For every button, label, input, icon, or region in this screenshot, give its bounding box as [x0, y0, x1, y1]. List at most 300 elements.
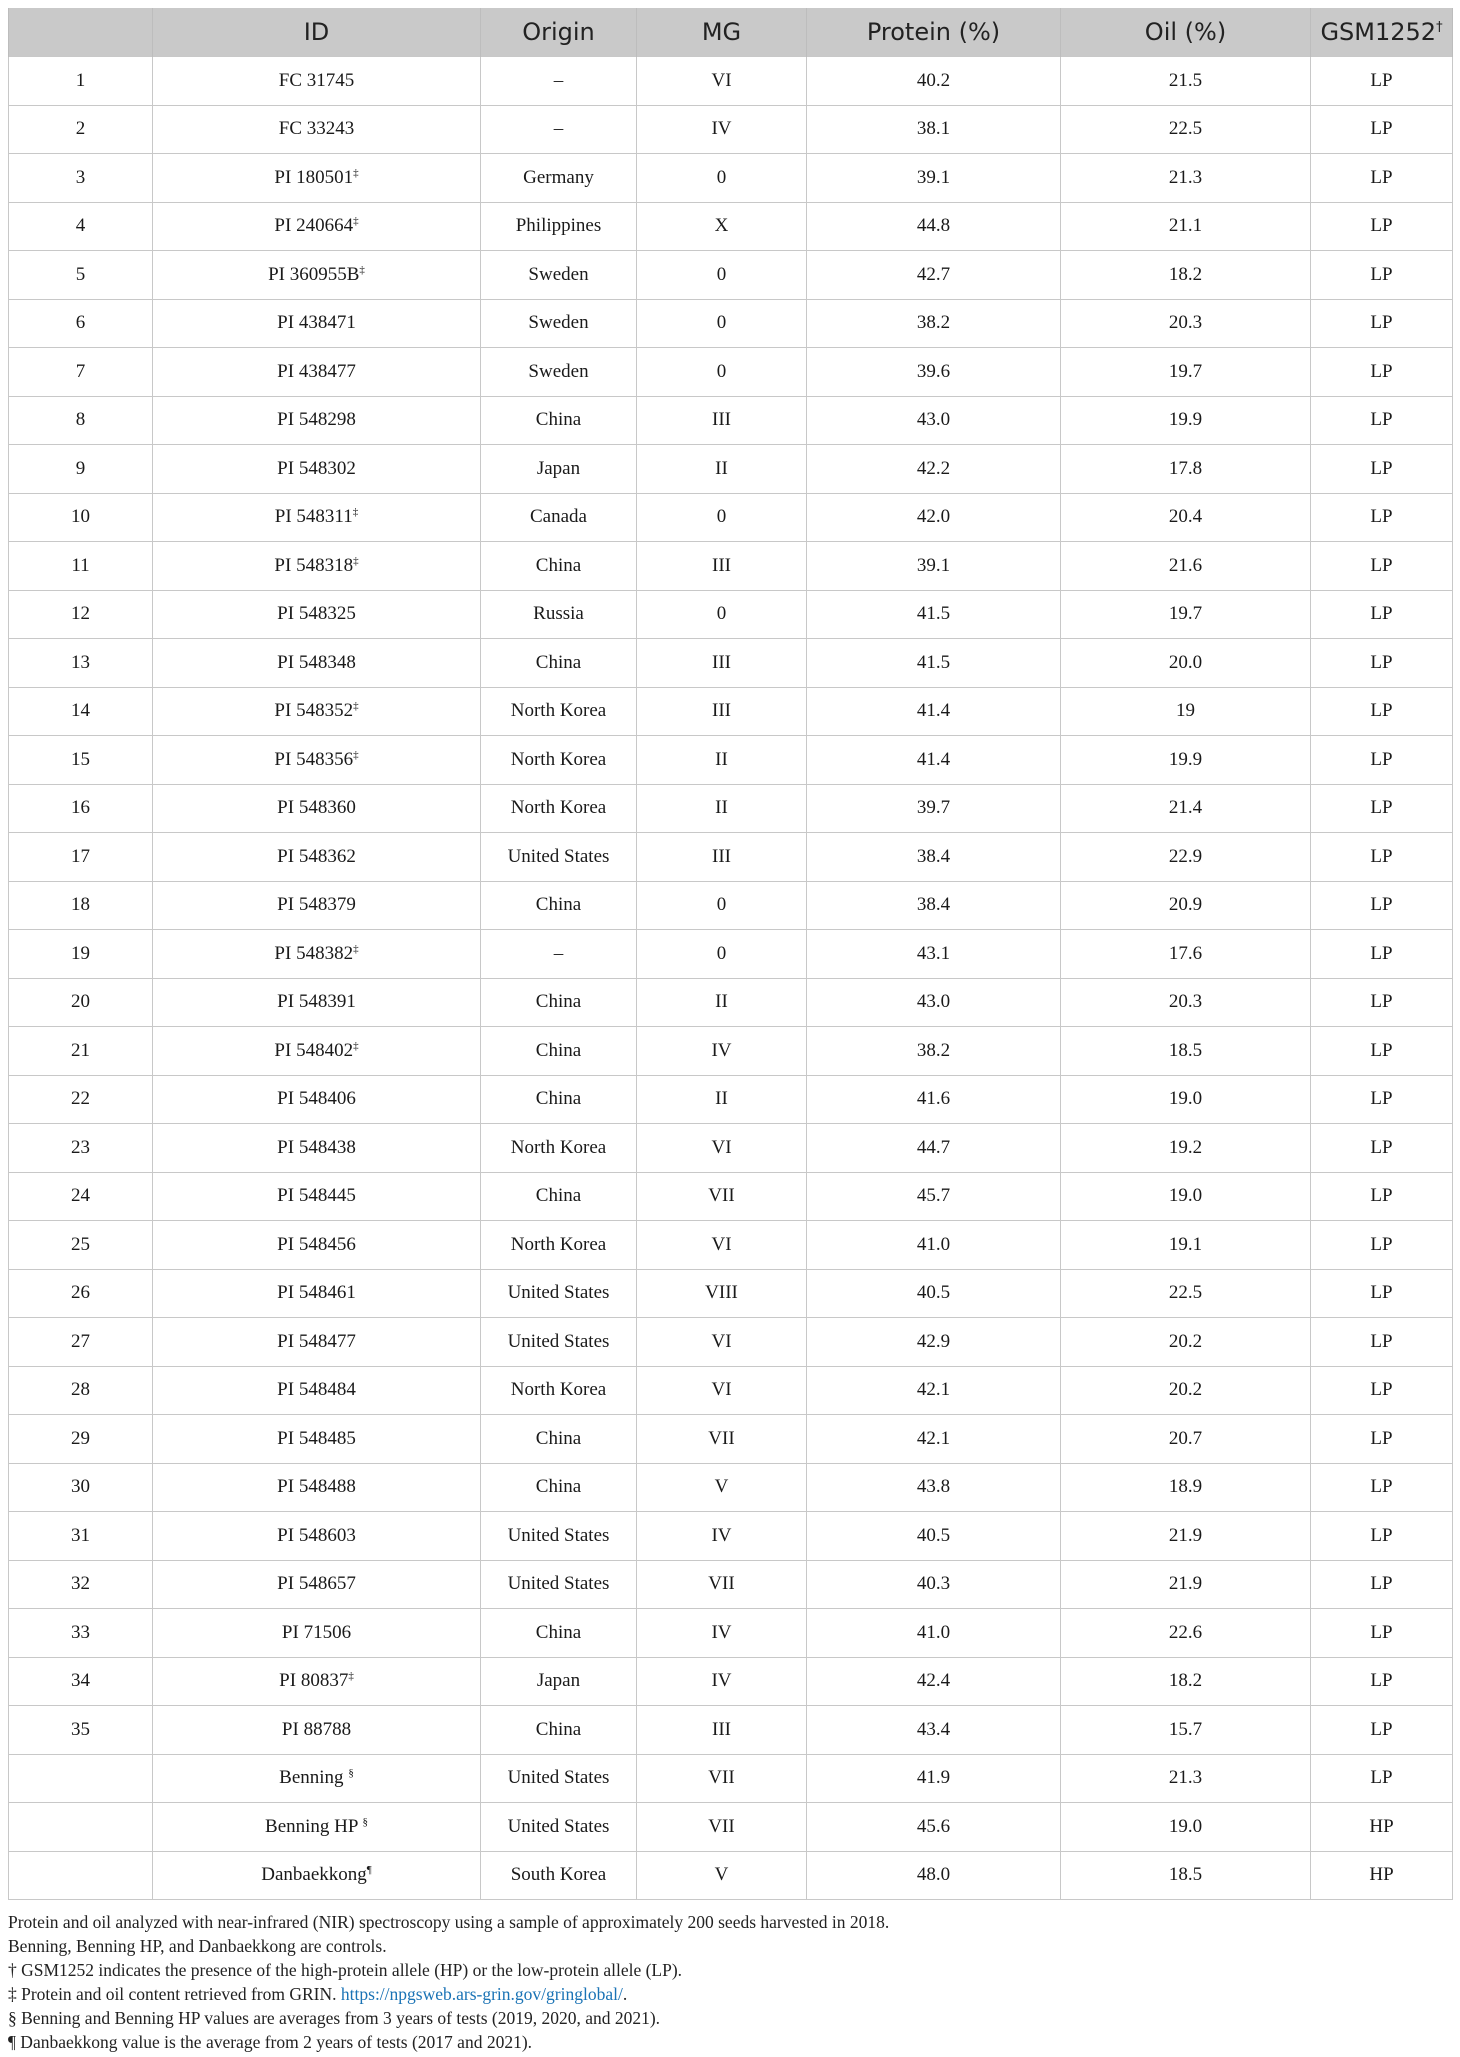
- footnote-mark: ‡: [353, 215, 359, 228]
- gsm1252-cell: [1311, 736, 1453, 785]
- mg-cell-text: 0: [716, 263, 727, 285]
- protein-cell: [807, 930, 1061, 979]
- origin-cell: [481, 493, 637, 542]
- gsm1252-cell: [1311, 1075, 1453, 1124]
- protein-cell: [807, 1221, 1061, 1270]
- accession-id-text: PI 548445: [277, 1185, 356, 1207]
- gsm1252-cell: [1311, 784, 1453, 833]
- protein-cell: [807, 1706, 1061, 1755]
- gsm1252-cell-text: LP: [1370, 1427, 1393, 1449]
- oil-cell: [1061, 784, 1311, 833]
- accession-id: [153, 1269, 481, 1318]
- gsm1252-cell: [1311, 639, 1453, 688]
- footnote-mark: ‡: [359, 263, 365, 276]
- footnote-pilcrow: ¶ Danbaekkong value is the average from 2 years of tests (2017 and 2021).: [8, 2032, 533, 2052]
- origin-cell-text: United States: [507, 1815, 610, 1837]
- row-index-text: 19: [71, 942, 90, 964]
- protein-cell: [807, 1027, 1061, 1076]
- mg-cell-text: IV: [711, 1621, 732, 1643]
- row-index: [9, 978, 153, 1027]
- row-index-text: 25: [71, 1233, 90, 1255]
- accession-id-text: PI 548318: [274, 554, 354, 576]
- origin-cell: [481, 1366, 637, 1415]
- protein-cell-text: 42.9: [916, 1330, 951, 1352]
- row-index: [9, 736, 153, 785]
- protein-cell-text: 40.2: [916, 69, 951, 91]
- oil-cell-text: 18.2: [1168, 263, 1203, 285]
- mg-cell: [637, 445, 807, 494]
- accession-id-text: PI 438477: [277, 360, 356, 382]
- origin-cell: [481, 396, 637, 445]
- table-row: [9, 1172, 1453, 1221]
- mg-cell: [637, 1512, 807, 1561]
- mg-cell: [637, 202, 807, 251]
- protein-cell-text: 43.0: [916, 991, 951, 1013]
- protein-cell: [807, 1269, 1061, 1318]
- oil-cell: [1061, 833, 1311, 882]
- protein-cell: [807, 445, 1061, 494]
- row-index-text: 10: [71, 506, 90, 528]
- footnote-section: § Benning and Benning HP values are averages from 3 years of tests (2019, 2020, and 2021).: [8, 2008, 661, 2028]
- accession-id: [153, 202, 481, 251]
- row-index-text: 7: [75, 360, 86, 382]
- accession-id: [153, 105, 481, 154]
- mg-cell: [637, 154, 807, 203]
- gsm1252-cell: [1311, 1124, 1453, 1173]
- footnote-mark: ‡: [353, 166, 359, 179]
- protein-cell: [807, 202, 1061, 251]
- grin-link[interactable]: https://npgsweb.ars-grin.gov/gringlobal/: [340, 1984, 623, 2004]
- oil-cell: [1061, 1075, 1311, 1124]
- origin-cell-text: China: [535, 991, 582, 1013]
- row-index-text: 5: [75, 263, 86, 285]
- accession-id: [153, 881, 481, 930]
- gsm1252-cell-text: LP: [1370, 1185, 1393, 1207]
- row-index-text: 21: [71, 1039, 90, 1061]
- origin-cell: [481, 736, 637, 785]
- row-index: [9, 445, 153, 494]
- accession-id-text: PI 548456: [277, 1233, 356, 1255]
- mg-cell: [637, 1560, 807, 1609]
- protein-cell-text: 41.0: [916, 1233, 951, 1255]
- table-row: [9, 1221, 1453, 1270]
- oil-cell: [1061, 687, 1311, 736]
- oil-cell-text: 19.0: [1168, 1185, 1203, 1207]
- row-index: [9, 881, 153, 930]
- gsm1252-cell-text: LP: [1370, 1718, 1393, 1740]
- accession-id: [153, 1754, 481, 1803]
- mg-cell: [637, 396, 807, 445]
- gsm1252-cell: [1311, 1463, 1453, 1512]
- mg-cell-text: VII: [708, 1427, 735, 1449]
- oil-cell-text: 19: [1176, 700, 1195, 722]
- mg-cell: [637, 784, 807, 833]
- protein-cell-text: 40.3: [916, 1573, 951, 1595]
- origin-cell-text: Philippines: [515, 215, 602, 237]
- origin-cell-text: China: [535, 1621, 582, 1643]
- mg-cell-text: 0: [716, 942, 727, 964]
- protein-cell-text: 44.8: [916, 215, 951, 237]
- gsm1252-cell: [1311, 1657, 1453, 1706]
- origin-cell: [481, 1706, 637, 1755]
- oil-cell: [1061, 396, 1311, 445]
- accession-id-text: PI 548360: [277, 797, 356, 819]
- table-row: [9, 348, 1453, 397]
- origin-cell-text: Russia: [533, 603, 584, 625]
- mg-cell: [637, 542, 807, 591]
- row-index-text: 4: [75, 215, 86, 237]
- gsm1252-cell: [1311, 299, 1453, 348]
- gsm1252-cell: [1311, 833, 1453, 882]
- row-index: [9, 1415, 153, 1464]
- footnote-dagger: † GSM1252 indicates the presence of the high-protein allele (HP) or the low-protein allele (LP).: [8, 1960, 683, 1980]
- footnote-mark: ‡: [353, 700, 359, 713]
- oil-cell: [1061, 348, 1311, 397]
- gsm1252-cell-text: LP: [1370, 554, 1393, 576]
- oil-cell: [1061, 978, 1311, 1027]
- row-index-text: 13: [71, 651, 90, 673]
- origin-cell: [481, 881, 637, 930]
- oil-cell-text: 21.5: [1168, 69, 1203, 91]
- protein-cell-text: 39.1: [916, 554, 951, 576]
- gsm1252-cell-text: LP: [1370, 1524, 1393, 1546]
- table-row: [9, 1463, 1453, 1512]
- origin-cell-text: Germany: [523, 166, 594, 188]
- oil-cell-text: 19.0: [1168, 1088, 1203, 1110]
- gsm1252-cell-text: LP: [1370, 603, 1393, 625]
- oil-cell-text: 18.5: [1168, 1039, 1203, 1061]
- oil-cell-text: 21.4: [1168, 797, 1203, 819]
- mg-cell-text: VI: [711, 1233, 732, 1255]
- oil-cell: [1061, 251, 1311, 300]
- accession-id-text: Benning: [279, 1767, 349, 1789]
- mg-cell-text: IV: [711, 1524, 732, 1546]
- mg-cell-text: II: [715, 457, 728, 479]
- mg-cell: [637, 1754, 807, 1803]
- origin-cell: [481, 1512, 637, 1561]
- oil-cell: [1061, 542, 1311, 591]
- mg-cell: [637, 833, 807, 882]
- gsm1252-cell-text: LP: [1370, 700, 1393, 722]
- row-index: [9, 1754, 153, 1803]
- row-index: [9, 251, 153, 300]
- accession-id: [153, 154, 481, 203]
- origin-cell-text: United States: [507, 845, 610, 867]
- origin-cell-text: Japan: [536, 457, 581, 479]
- origin-cell-text: China: [535, 1718, 582, 1740]
- oil-cell-text: 18.5: [1168, 1864, 1203, 1886]
- mg-cell: [637, 493, 807, 542]
- protein-cell-text: 42.2: [916, 457, 951, 479]
- protein-cell-text: 39.6: [916, 360, 951, 382]
- origin-cell-text: –: [553, 69, 564, 91]
- table-row: [9, 978, 1453, 1027]
- row-index: [9, 1124, 153, 1173]
- gsm1252-cell-text: LP: [1370, 1573, 1393, 1595]
- protein-cell-text: 38.2: [916, 1039, 951, 1061]
- oil-cell: [1061, 1269, 1311, 1318]
- row-index: [9, 1366, 153, 1415]
- accession-id-text: PI 548311: [274, 506, 353, 528]
- row-index-text: 32: [71, 1573, 90, 1595]
- mg-cell-text: III: [712, 409, 731, 431]
- mg-cell-text: III: [712, 651, 731, 673]
- accession-id: [153, 57, 481, 106]
- gsm1252-cell: [1311, 251, 1453, 300]
- oil-cell-text: 22.6: [1168, 1621, 1203, 1643]
- row-index-text: 16: [71, 797, 90, 819]
- row-index-text: 28: [71, 1379, 90, 1401]
- protein-cell: [807, 1124, 1061, 1173]
- oil-cell: [1061, 1560, 1311, 1609]
- row-index-text: 2: [75, 118, 86, 140]
- footnote-grin-end: .: [622, 1984, 628, 2004]
- mg-cell: [637, 1706, 807, 1755]
- protein-cell-text: 41.5: [916, 603, 951, 625]
- protein-cell-text: 43.8: [916, 1476, 951, 1498]
- origin-cell: [481, 687, 637, 736]
- accession-id-text: PI 360955B: [268, 263, 360, 285]
- gsm1252-cell-text: LP: [1370, 894, 1393, 916]
- accession-id-text: PI 548379: [277, 894, 356, 916]
- table-row: [9, 1657, 1453, 1706]
- accession-id-text: PI 548356: [274, 748, 354, 770]
- oil-cell-text: 20.9: [1168, 894, 1203, 916]
- oil-cell-text: 21.6: [1168, 554, 1203, 576]
- table-row: [9, 202, 1453, 251]
- gsm1252-cell: [1311, 202, 1453, 251]
- row-index: [9, 1318, 153, 1367]
- oil-cell: [1061, 736, 1311, 785]
- protein-cell-text: 45.6: [916, 1815, 951, 1837]
- table-row: [9, 1318, 1453, 1367]
- protein-cell: [807, 105, 1061, 154]
- oil-cell: [1061, 1027, 1311, 1076]
- oil-cell: [1061, 1754, 1311, 1803]
- gsm1252-cell: [1311, 881, 1453, 930]
- origin-cell-text: China: [535, 409, 582, 431]
- mg-cell-text: VI: [711, 1136, 732, 1158]
- gsm1252-cell-text: LP: [1370, 748, 1393, 770]
- gsm1252-cell-text: LP: [1370, 1670, 1393, 1692]
- mg-cell: [637, 1124, 807, 1173]
- mg-cell: [637, 1366, 807, 1415]
- table-row: [9, 1269, 1453, 1318]
- protein-cell: [807, 1851, 1061, 1900]
- oil-cell: [1061, 1463, 1311, 1512]
- origin-cell-text: China: [535, 1476, 582, 1498]
- row-index-text: 35: [71, 1718, 90, 1740]
- oil-cell: [1061, 1124, 1311, 1173]
- gsm1252-cell-text: LP: [1370, 69, 1393, 91]
- mg-cell-text: III: [712, 700, 731, 722]
- protein-cell-text: 41.4: [916, 700, 951, 722]
- oil-cell-text: 21.1: [1168, 215, 1203, 237]
- row-index: [9, 493, 153, 542]
- row-index: [9, 299, 153, 348]
- oil-cell-text: 17.6: [1168, 942, 1203, 964]
- origin-cell: [481, 1269, 637, 1318]
- oil-cell-text: 15.7: [1168, 1718, 1203, 1740]
- header-gsm1252: [1311, 8, 1453, 57]
- gsm1252-cell-text: LP: [1370, 166, 1393, 188]
- table-row: [9, 1512, 1453, 1561]
- row-index-text: 18: [71, 894, 90, 916]
- table-row: [9, 736, 1453, 785]
- protein-cell-text: 43.0: [916, 409, 951, 431]
- oil-cell-text: 22.5: [1168, 1282, 1203, 1304]
- accession-id: [153, 1075, 481, 1124]
- origin-cell-text: South Korea: [510, 1864, 607, 1886]
- oil-cell: [1061, 299, 1311, 348]
- row-index: [9, 1851, 153, 1900]
- accession-id: [153, 1803, 481, 1852]
- protein-cell-text: 39.1: [916, 166, 951, 188]
- origin-cell: [481, 1075, 637, 1124]
- origin-cell-text: North Korea: [510, 1379, 607, 1401]
- protein-cell-text: 38.2: [916, 312, 951, 334]
- header-origin: Origin: [481, 8, 637, 57]
- gsm1252-cell-text: LP: [1370, 991, 1393, 1013]
- accession-id-text: PI 548406: [277, 1088, 356, 1110]
- oil-cell: [1061, 154, 1311, 203]
- mg-cell-text: IV: [711, 1039, 732, 1061]
- oil-cell-text: 19.7: [1168, 603, 1203, 625]
- mg-cell-text: VI: [711, 69, 732, 91]
- table-row: [9, 1706, 1453, 1755]
- mg-cell: [637, 1075, 807, 1124]
- origin-cell: [481, 154, 637, 203]
- mg-cell-text: II: [715, 1088, 728, 1110]
- mg-cell-text: 0: [716, 603, 727, 625]
- protein-cell-text: 42.1: [916, 1427, 951, 1449]
- accession-id: [153, 542, 481, 591]
- origin-cell-text: United States: [507, 1573, 610, 1595]
- protein-cell: [807, 1075, 1061, 1124]
- accession-id: [153, 1706, 481, 1755]
- table-row: [9, 687, 1453, 736]
- accession-id-text: PI 88788: [281, 1718, 352, 1740]
- origin-cell-text: North Korea: [510, 1136, 607, 1158]
- protein-cell: [807, 687, 1061, 736]
- protein-cell: [807, 1415, 1061, 1464]
- accession-id-text: PI 548402: [274, 1039, 354, 1061]
- accession-id: [153, 639, 481, 688]
- header-oil: Oil (%): [1061, 8, 1311, 57]
- origin-cell: [481, 784, 637, 833]
- table-row: [9, 1124, 1453, 1173]
- accession-id-text: PI 71506: [281, 1621, 352, 1643]
- row-index: [9, 833, 153, 882]
- row-index-text: 1: [75, 69, 86, 91]
- table-header-row: [9, 8, 1453, 57]
- origin-cell-text: United States: [507, 1282, 610, 1304]
- gsm1252-cell: [1311, 978, 1453, 1027]
- accession-id: [153, 1172, 481, 1221]
- protein-cell-text: 41.4: [916, 748, 951, 770]
- accession-id-text: PI 548348: [277, 651, 356, 673]
- mg-cell: [637, 57, 807, 106]
- gsm1252-cell: [1311, 1754, 1453, 1803]
- gsm1252-cell: [1311, 57, 1453, 106]
- row-index-text: 11: [71, 554, 90, 576]
- oil-cell-text: 21.3: [1168, 1767, 1203, 1789]
- footnote-mark: ‡: [348, 1670, 354, 1683]
- accession-id: [153, 978, 481, 1027]
- footnote-double-dagger: [8, 1982, 1452, 2006]
- row-index: [9, 1706, 153, 1755]
- row-index: [9, 1027, 153, 1076]
- table-row: [9, 590, 1453, 639]
- mg-cell: [637, 1609, 807, 1658]
- origin-cell-text: North Korea: [510, 797, 607, 819]
- gsm1252-cell: [1311, 105, 1453, 154]
- origin-cell: [481, 1560, 637, 1609]
- gsm1252-cell-text: LP: [1370, 118, 1393, 140]
- row-index: [9, 639, 153, 688]
- table-row: [9, 396, 1453, 445]
- gsm1252-cell: [1311, 1512, 1453, 1561]
- row-index: [9, 590, 153, 639]
- table-row: [9, 1754, 1453, 1803]
- origin-cell-text: Sweden: [528, 312, 589, 334]
- row-index-text: 17: [71, 845, 90, 867]
- gsm1252-cell-text: LP: [1370, 263, 1393, 285]
- accession-id: [153, 1851, 481, 1900]
- oil-cell-text: 19.9: [1168, 409, 1203, 431]
- row-index: [9, 348, 153, 397]
- protein-cell: [807, 833, 1061, 882]
- protein-cell: [807, 881, 1061, 930]
- row-index: [9, 1512, 153, 1561]
- header-gsm1252-label: GSM1252: [1320, 18, 1437, 46]
- oil-cell: [1061, 1221, 1311, 1270]
- protein-cell-text: 42.0: [916, 506, 951, 528]
- protein-cell: [807, 590, 1061, 639]
- mg-cell-text: VII: [708, 1185, 735, 1207]
- table-row: [9, 1415, 1453, 1464]
- gsm1252-cell-text: LP: [1370, 797, 1393, 819]
- oil-cell: [1061, 445, 1311, 494]
- gsm1252-cell-text: LP: [1370, 1476, 1393, 1498]
- origin-cell-text: China: [535, 651, 582, 673]
- footnote-mark: ‡: [353, 554, 359, 567]
- protein-cell: [807, 639, 1061, 688]
- mg-cell-text: 0: [716, 360, 727, 382]
- row-index-text: 22: [71, 1088, 90, 1110]
- accession-id: [153, 251, 481, 300]
- gsm1252-cell: [1311, 1415, 1453, 1464]
- oil-cell: [1061, 1851, 1311, 1900]
- row-index: [9, 1463, 153, 1512]
- protein-cell-text: 48.0: [916, 1864, 951, 1886]
- origin-cell: [481, 57, 637, 106]
- accession-id: [153, 445, 481, 494]
- table-row: [9, 445, 1453, 494]
- gsm1252-cell-text: LP: [1370, 942, 1393, 964]
- origin-cell: [481, 978, 637, 1027]
- accession-id: [153, 1124, 481, 1173]
- protein-cell: [807, 978, 1061, 1027]
- accession-table: [8, 8, 1453, 1900]
- oil-cell: [1061, 1657, 1311, 1706]
- row-index: [9, 396, 153, 445]
- protein-cell: [807, 1609, 1061, 1658]
- accession-id-text: FC 33243: [278, 118, 355, 140]
- accession-id-text: PI 548657: [277, 1573, 356, 1595]
- accession-id: [153, 1221, 481, 1270]
- gsm1252-cell-text: LP: [1370, 312, 1393, 334]
